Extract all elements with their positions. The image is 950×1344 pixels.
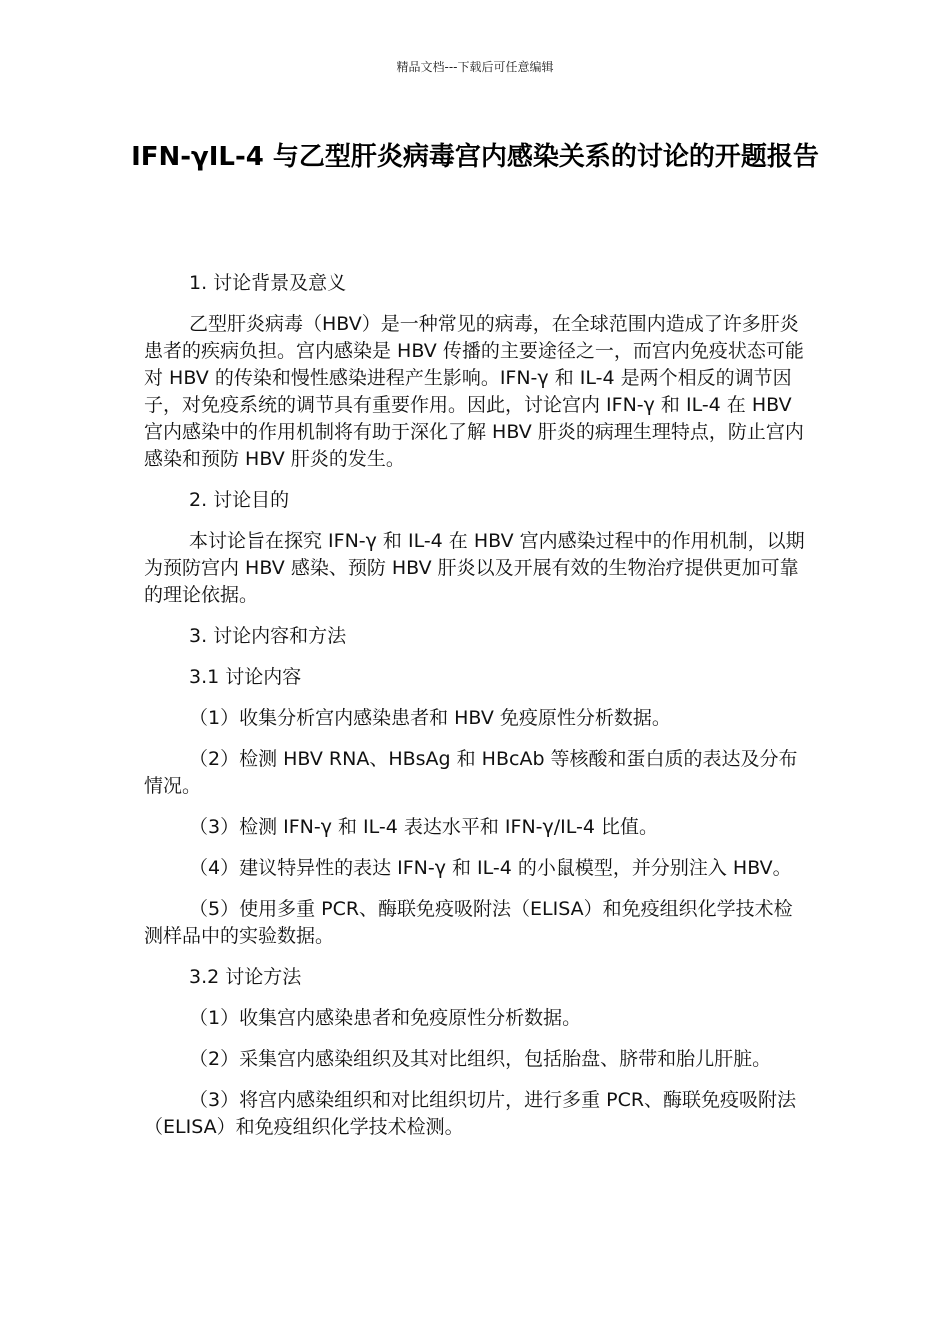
list-item: （1）收集宫内感染患者和免疫原性分析数据。 — [189, 1007, 582, 1029]
header-note: 精品文档---下载后可任意编辑 — [396, 60, 554, 74]
subsection-heading-3-2: 3.2 讨论方法 — [189, 966, 302, 988]
document-body — [144, 270, 810, 1155]
list-item: （3）检测 IFN-γ 和 IL-4 表达水平和 IFN-γ/IL-4 比值。 — [189, 816, 659, 838]
list-item: （4）建议特异性的表达 IFN-γ 和 IL-4 的小鼠模型，并分别注入 HBV。 — [189, 857, 792, 879]
section-paragraph-2: 本讨论旨在探究 IFN-γ 和 IL-4 在 HBV 宫内感染过程中的作用机制，以期为预防宫内 HBV 感染、预防 HBV 肝炎以及开展有效的生物治疗提供更加可靠的理论依据。 — [144, 530, 805, 606]
list-item: （1）收集分析宫内感染患者和 HBV 免疫原性分析数据。 — [189, 707, 671, 729]
section-heading-3: 3. 讨论内容和方法 — [189, 625, 347, 647]
section-paragraph-1: 乙型肝炎病毒（HBV）是一种常见的病毒，在全球范围内造成了许多肝炎患者的疾病负担。宫内感染是 HBV 传播的主要途径之一，而宫内免疫状态可能对 HBV 的传染和慢性感染进程产生影响。IFN-γ 和 IL-4 是两个相反的调节因子，对免疫系统的调节具有重要作用。因此，讨论宫内 IFN-γ 和 IL-4 在 HBV 宫内感染中的作用机制将有助于深化了解 HBV 肝炎的病理生理特点，防止宫内感染和预防 HBV 肝炎的发生。 — [144, 313, 804, 470]
section-heading-1: 1. 讨论背景及意义 — [189, 272, 347, 294]
list-item: （3）将宫内感染组织和对比组织切片，进行多重 PCR、酶联免疫吸附法（ELISA）和免疫组织化学技术检测。 — [144, 1089, 797, 1138]
section-heading-2: 2. 讨论目的 — [189, 489, 290, 511]
list-item: （5）使用多重 PCR、酶联免疫吸附法（ELISA）和免疫组织化学技术检测样品中的实验数据。 — [144, 898, 793, 947]
subsection-heading-3-1: 3.1 讨论内容 — [189, 666, 302, 688]
list-item: （2）检测 HBV RNA、HBsAg 和 HBcAb 等核酸和蛋白质的表达及分布情况。 — [144, 748, 798, 797]
document-title: IFN-γIL-4 与乙型肝炎病毒宫内感染关系的讨论的开题报告 — [131, 142, 819, 172]
list-item: （2）采集宫内感染组织及其对比组织，包括胎盘、脐带和胎儿肝脏。 — [189, 1048, 772, 1070]
